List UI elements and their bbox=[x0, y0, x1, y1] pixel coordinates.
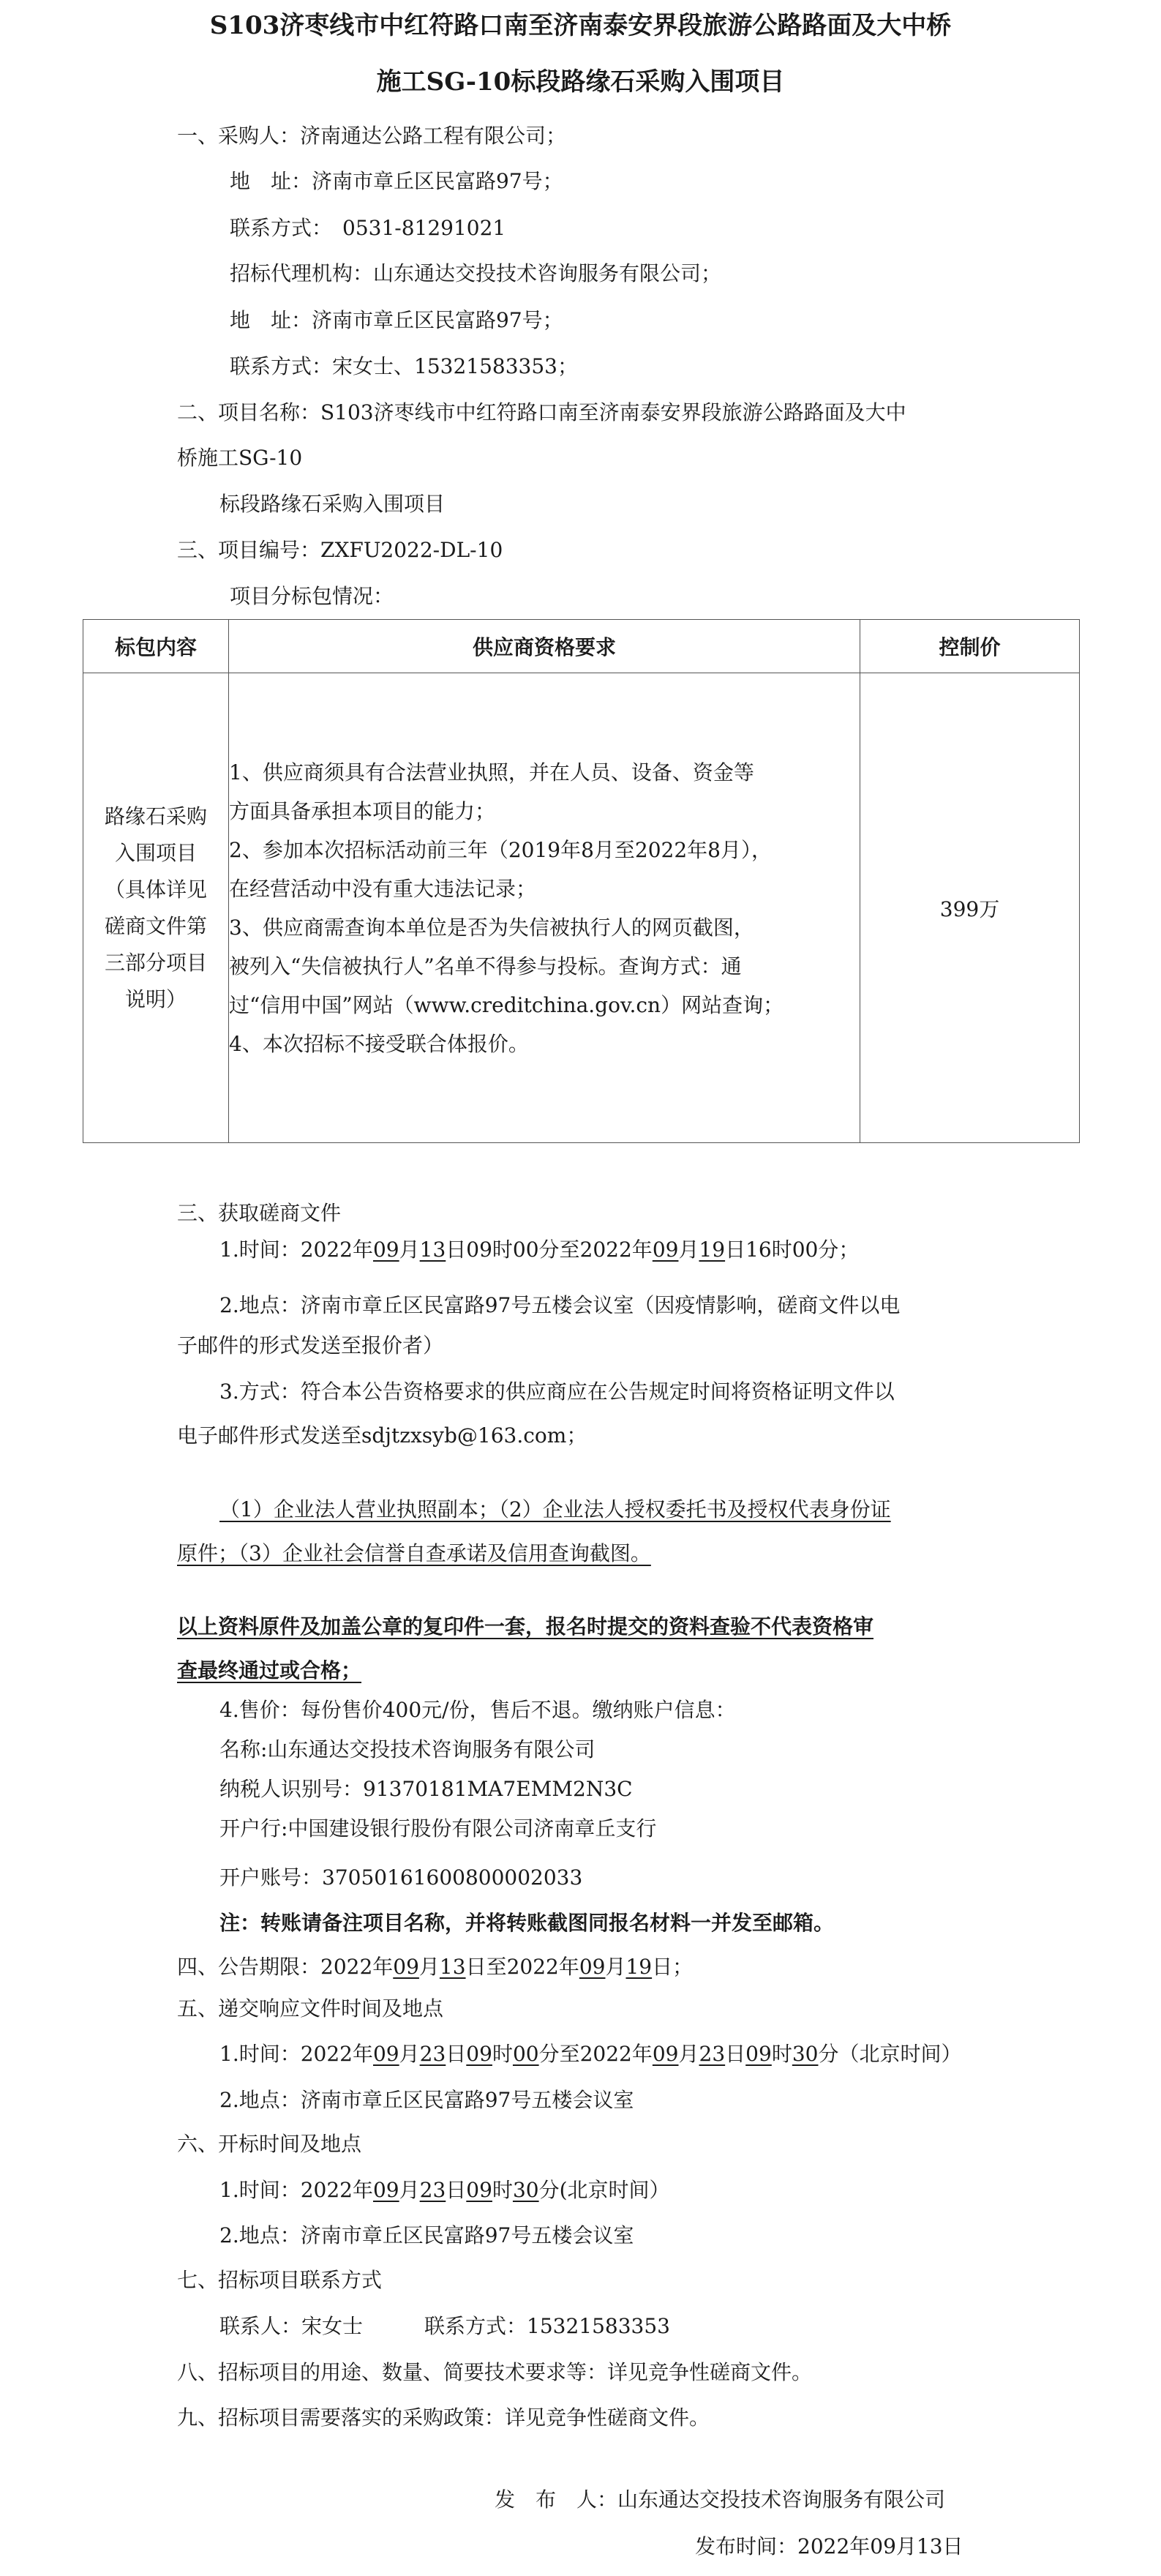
section-policy: 九、招标项目需要落实的采购政策：详见竞争性磋商文件。 bbox=[177, 2405, 710, 2430]
qualification-note-line2: 查最终通过或合格； bbox=[177, 1658, 362, 1682]
obtain-heading: 三、获取磋商文件 bbox=[177, 1201, 342, 1225]
qualification-cell bbox=[229, 673, 860, 1143]
agent-address: 地 址：济南市章丘区民富路97号； bbox=[230, 308, 563, 332]
project-name-line1: 二、项目名称：S103济枣线市中红符路口南至济南泰安界段旅游公路路面及大中 bbox=[177, 400, 906, 424]
account-number: 开户账号：37050161600800002033 bbox=[219, 1865, 583, 1890]
header-package-content: 标包内容 bbox=[83, 620, 229, 673]
project-name-line2: 桥施工SG-10 bbox=[177, 446, 303, 470]
project-name-line3: 标段路缘石采购入围项目 bbox=[219, 492, 446, 516]
document-price: 4.售价：每份售价400元/份，售后不退。缴纳账户信息： bbox=[219, 1698, 736, 1722]
requirement-line: 4、本次招标不接受联合体报价。 bbox=[229, 1031, 529, 1056]
submit-heading: 五、递交响应文件时间及地点 bbox=[177, 1996, 444, 2021]
package-content-cell bbox=[83, 673, 229, 1143]
agent-name: 招标代理机构：山东通达交投技术咨询服务有限公司； bbox=[230, 261, 722, 285]
tax-id: 纳税人识别号：91370181MA7EMM2N3C bbox=[219, 1777, 633, 1801]
agent-contact: 联系方式：宋女士、15321583353； bbox=[230, 354, 578, 378]
requirement-line: 3、供应商需查询本单位是否为失信被执行人的网页截图， bbox=[229, 915, 754, 940]
package-content-line: 磋商文件第 bbox=[104, 913, 207, 938]
package-content-line: 入围项目 bbox=[114, 840, 197, 865]
project-number: 三、项目编号：ZXFU2022-DL-10 bbox=[177, 538, 503, 562]
header-control-price: 控制价 bbox=[860, 620, 1080, 673]
obtain-time: 1.时间：2022年09月13日09时00分至2022年09月19日16时00分； bbox=[219, 1238, 860, 1262]
requirement-line: 在经营活动中没有重大违法记录； bbox=[229, 876, 537, 901]
package-content-line: 路缘石采购 bbox=[104, 804, 207, 828]
table-row bbox=[83, 673, 1080, 1143]
package-content-line: 三部分项目 bbox=[104, 950, 207, 975]
publish-date: 发布时间：2022年09月13日 bbox=[695, 2534, 963, 2558]
submit-time: 1.时间：2022年09月23日09时00分至2022年09月23日09时30分（北京时间） bbox=[219, 2042, 962, 2066]
purchaser-contact: 联系方式： 0531-81291021 bbox=[230, 216, 506, 240]
transfer-note: 注：转账请备注项目名称，并将转账截图同报名材料一并发至邮箱。 bbox=[219, 1911, 835, 1935]
opening-heading: 六、开标时间及地点 bbox=[177, 2132, 362, 2156]
purchaser-heading: 一、采购人：济南通达公路工程有限公司； bbox=[177, 124, 567, 148]
obtain-place-line1: 2.地点：济南市章丘区民富路97号五楼会议室（因疫情影响，磋商文件以电 bbox=[219, 1293, 901, 1317]
account-name: 名称:山东通达交投技术咨询服务有限公司 bbox=[219, 1737, 595, 1761]
requirement-line: 方面具备承担本项目的能力； bbox=[229, 798, 496, 823]
package-content-line: （具体详见 bbox=[104, 877, 207, 902]
notice-period: 四、公告期限：2022年09月13日至2022年09月19日； bbox=[177, 1955, 694, 1979]
opening-place: 2.地点：济南市章丘区民富路97号五楼会议室 bbox=[219, 2223, 634, 2247]
submit-place: 2.地点：济南市章丘区民富路97号五楼会议室 bbox=[219, 2088, 634, 2112]
qualification-note-line1: 以上资料原件及加盖公章的复印件一套，报名时提交的资料查验不代表资格审 bbox=[177, 1614, 874, 1639]
requirement-line: 2、参加本次招标活动前三年（2019年8月至2022年8月）， bbox=[229, 837, 772, 862]
page-title-line2: 施工SG-10标段路缘石采购入围项目 bbox=[376, 67, 785, 97]
required-docs-line2: 原件；（3）企业社会信誉自查承诺及信用查询截图。 bbox=[177, 1541, 651, 1565]
required-docs-line1: （1）企业法人营业执照副本；（2）企业法人授权委托书及授权代表身份证 bbox=[219, 1497, 891, 1521]
contact-heading: 七、招标项目联系方式 bbox=[177, 2268, 383, 2292]
obtain-method-line1: 3.方式：符合本公告资格要求的供应商应在公告规定时间将资格证明文件以 bbox=[219, 1379, 895, 1404]
opening-time: 1.时间：2022年09月23日09时30分(北京时间） bbox=[219, 2178, 670, 2202]
requirement-line: 过“信用中国”网站（www.creditchina.gov.cn）网站查询； bbox=[229, 992, 784, 1017]
obtain-place-line2: 子邮件的形式发送至报价者） bbox=[177, 1333, 444, 1358]
control-price-cell: 399万 bbox=[860, 673, 1080, 1143]
page-title-line1: S103济枣线市中红符路口南至济南泰安界段旅游公路路面及大中桥 bbox=[209, 11, 952, 40]
package-intro: 项目分标包情况： bbox=[230, 584, 394, 608]
purchaser-address: 地 址：济南市章丘区民富路97号； bbox=[230, 169, 563, 193]
bank-name: 开户行:中国建设银行股份有限公司济南章丘支行 bbox=[219, 1816, 657, 1841]
header-qualification: 供应商资格要求 bbox=[229, 620, 860, 673]
package-table bbox=[83, 619, 1080, 1143]
package-content-line: 说明） bbox=[124, 986, 187, 1011]
table-header-row bbox=[83, 620, 1080, 673]
contact-line: 联系人：宋女士 联系方式：15321583353 bbox=[219, 2314, 670, 2338]
obtain-method-line2: 电子邮件形式发送至sdjtzxsyb@163.com； bbox=[177, 1423, 587, 1448]
requirement-line: 被列入“失信被执行人”名单不得参与投标。查询方式：通 bbox=[229, 954, 742, 978]
section-purpose: 八、招标项目的用途、数量、简要技术要求等：详见竞争性磋商文件。 bbox=[177, 2360, 813, 2384]
requirement-line: 1、供应商须具有合法营业执照，并在人员、设备、资金等 bbox=[229, 760, 754, 785]
publisher: 发 布 人：山东通达交投技术咨询服务有限公司 bbox=[495, 2487, 946, 2512]
